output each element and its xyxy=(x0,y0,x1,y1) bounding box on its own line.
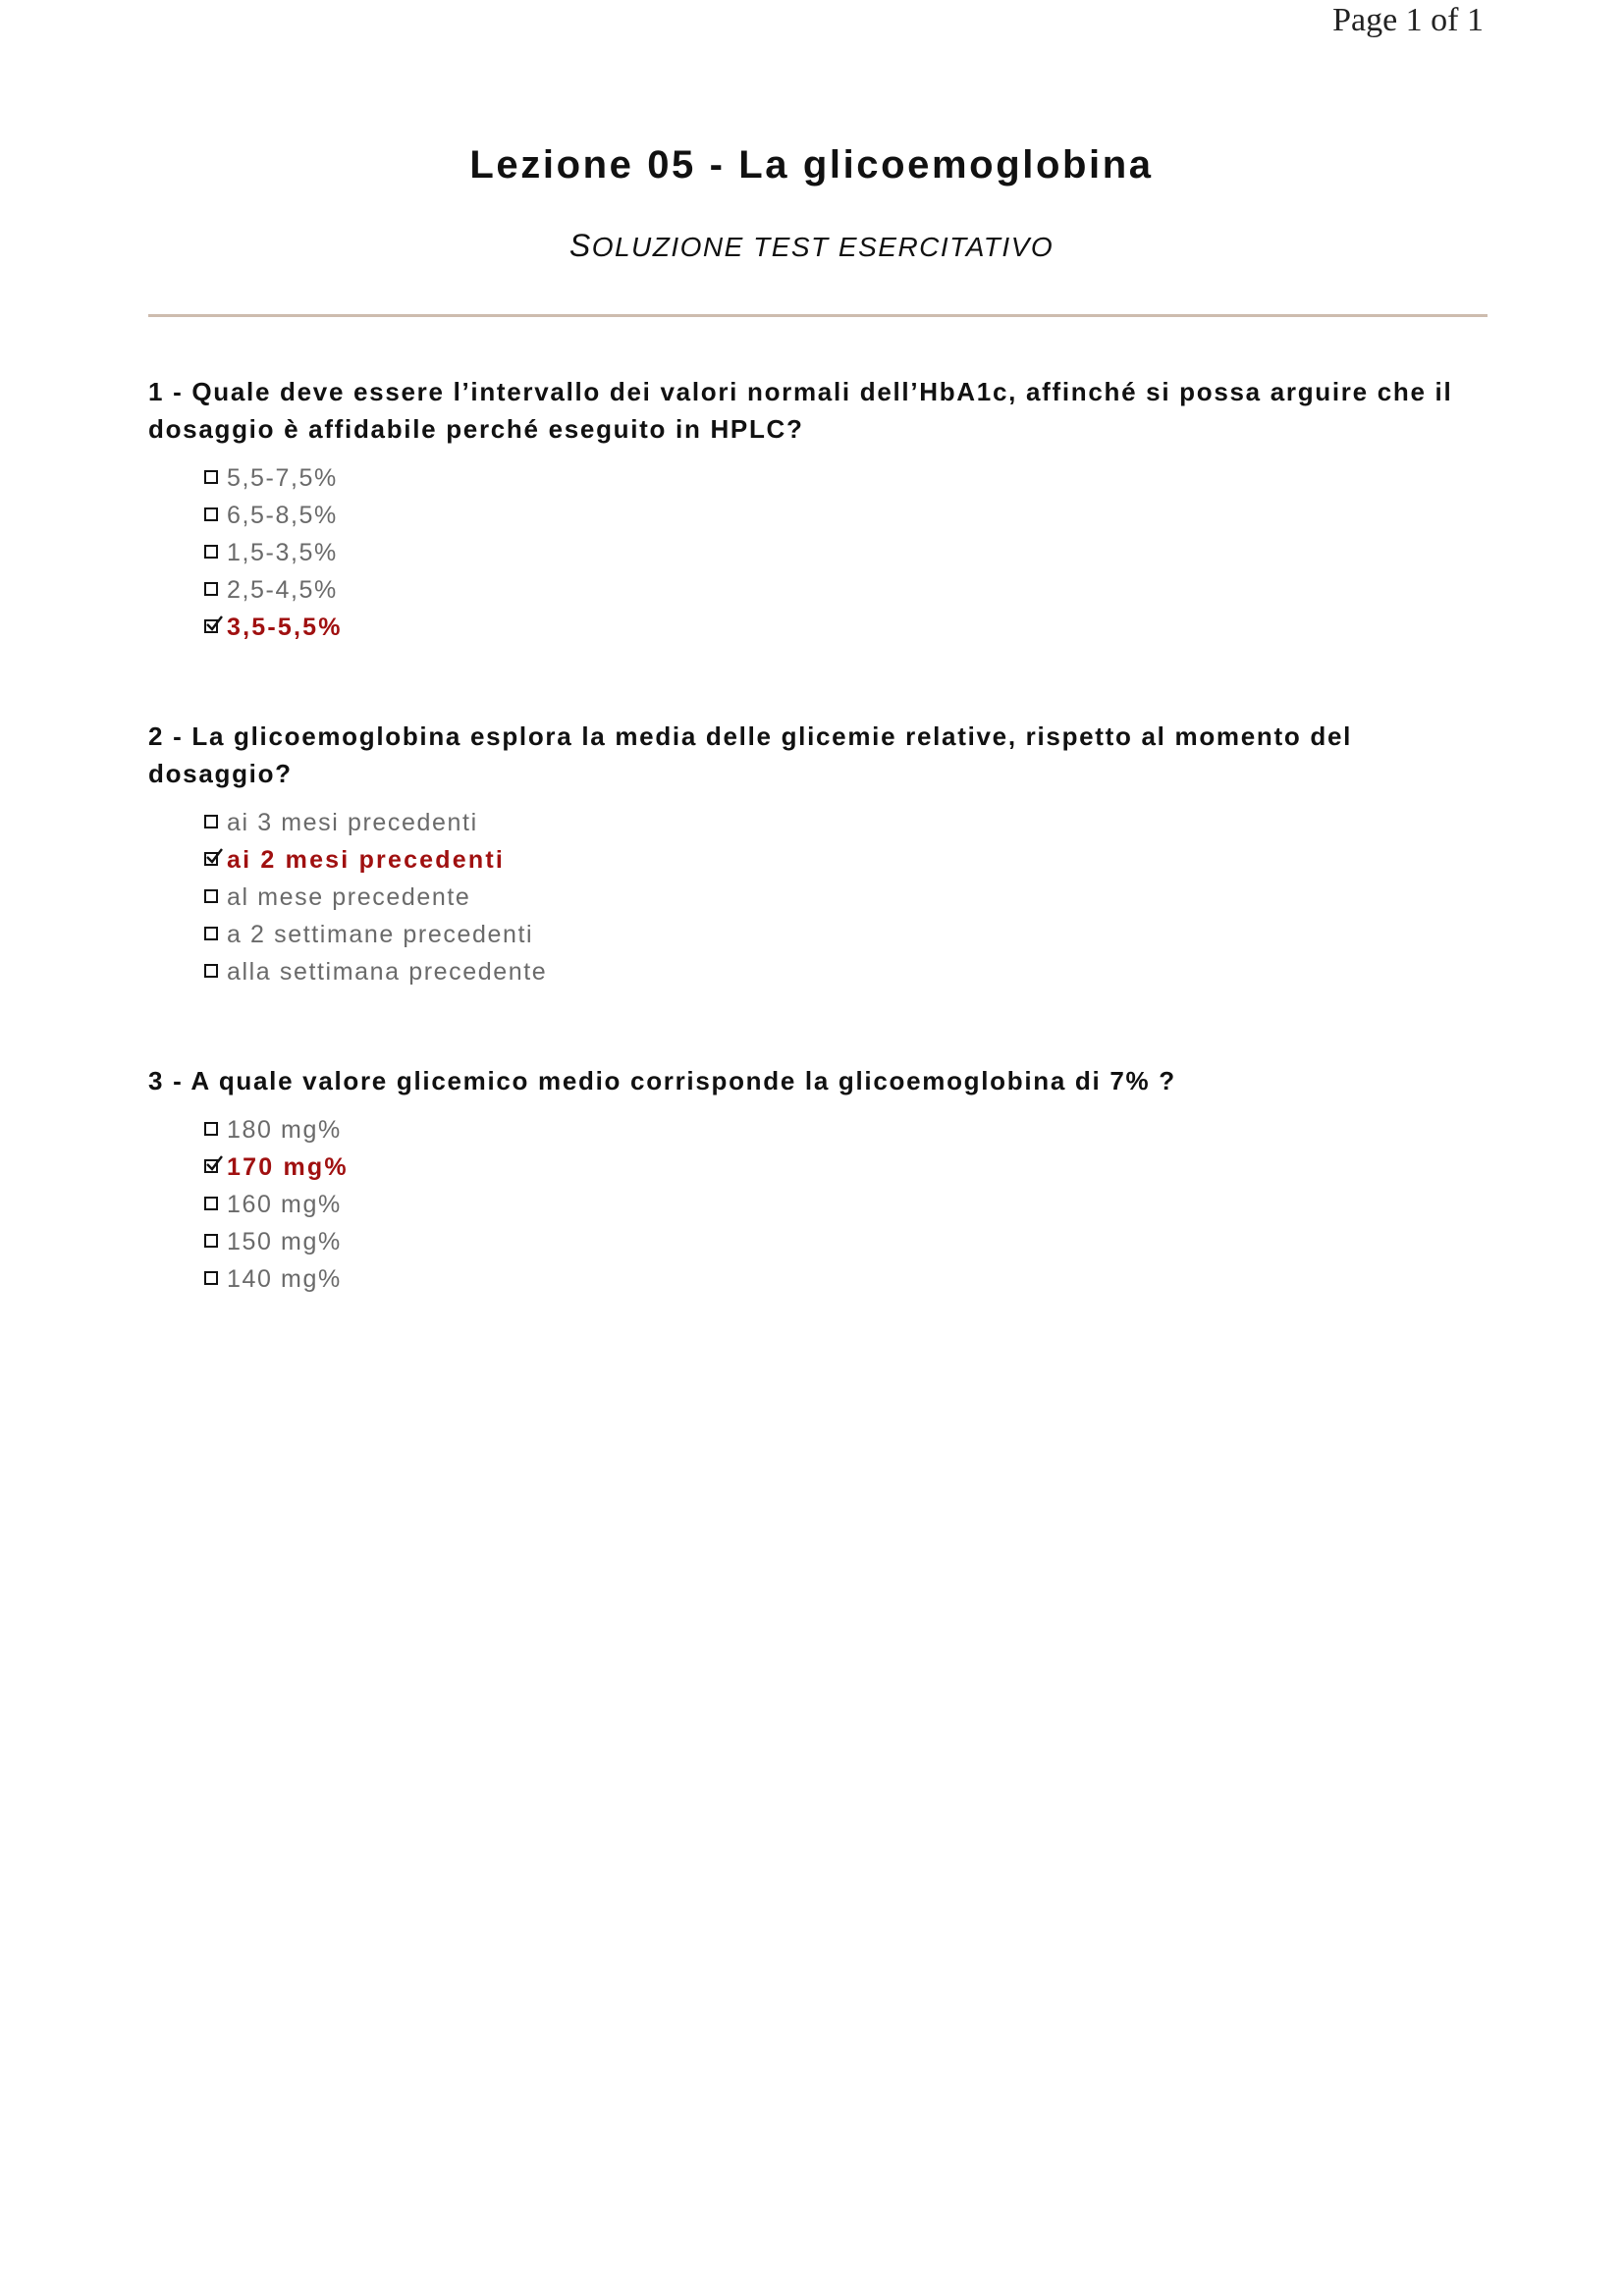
page-number: Page 1 of 1 xyxy=(1332,2,1484,38)
answer-label: 180 mg% xyxy=(227,1115,342,1144)
question-text: 3 - A quale valore glicemico medio corrisponde la glicoemoglobina di 7% ? xyxy=(148,1066,1176,1095)
subtitle-rest: OLUZIONE TEST ESERCITATIVO xyxy=(591,232,1055,262)
checkbox-icon[interactable] xyxy=(204,507,218,521)
checkbox-icon[interactable] xyxy=(204,1122,218,1136)
checkbox-icon[interactable] xyxy=(204,1197,218,1210)
page-subtitle xyxy=(0,228,1623,264)
answer-option[interactable] xyxy=(204,1223,1488,1260)
answer-option[interactable] xyxy=(204,1186,1488,1223)
checked-checkbox-icon[interactable] xyxy=(204,852,218,866)
answer-option[interactable] xyxy=(204,804,1488,841)
answer-list xyxy=(204,459,1488,646)
answer-label: a 2 settimane precedenti xyxy=(227,920,534,948)
answer-option[interactable] xyxy=(204,571,1488,609)
checkmark-icon xyxy=(205,1155,223,1173)
question-text: 1 - Quale deve essere l’intervallo dei valori normali dell’HbA1c, affinché si possa arguire che il dosaggio è affidabile perché eseguito in HPLC? xyxy=(148,377,1453,444)
answer-option-correct[interactable] xyxy=(204,1148,1488,1186)
answer-option[interactable] xyxy=(204,916,1488,953)
checkbox-icon[interactable] xyxy=(204,964,218,978)
question-text: 2 - La glicoemoglobina esplora la media delle glicemie relative, rispetto al momento del dosaggio? xyxy=(148,721,1353,788)
question-2 xyxy=(148,718,1488,990)
answer-label: al mese precedente xyxy=(227,882,471,911)
answer-option[interactable] xyxy=(204,879,1488,916)
checkbox-icon[interactable] xyxy=(204,815,218,828)
checked-checkbox-icon[interactable] xyxy=(204,1159,218,1173)
answer-label: 5,5-7,5% xyxy=(227,463,338,492)
checkmark-icon xyxy=(205,848,223,866)
answer-option[interactable] xyxy=(204,953,1488,990)
checkbox-icon[interactable] xyxy=(204,1234,218,1248)
answer-label: 2,5-4,5% xyxy=(227,575,338,604)
checkbox-icon[interactable] xyxy=(204,1271,218,1285)
answer-label: 160 mg% xyxy=(227,1190,342,1218)
answer-label: 6,5-8,5% xyxy=(227,501,338,529)
answer-label: ai 3 mesi precedenti xyxy=(227,808,478,836)
checkbox-icon[interactable] xyxy=(204,470,218,484)
header-divider xyxy=(148,314,1488,317)
answer-list xyxy=(204,1111,1488,1298)
answer-label: 1,5-3,5% xyxy=(227,538,338,566)
answer-option-correct[interactable] xyxy=(204,841,1488,879)
answer-label: 170 mg% xyxy=(227,1152,349,1181)
answer-option[interactable] xyxy=(204,1111,1488,1148)
answer-label: 3,5-5,5% xyxy=(227,613,343,641)
answer-option-correct[interactable] xyxy=(204,609,1488,646)
answer-label: alla settimana precedente xyxy=(227,957,548,986)
checked-checkbox-icon[interactable] xyxy=(204,619,218,633)
subtitle-initial: S xyxy=(568,228,592,263)
answer-option[interactable] xyxy=(204,459,1488,497)
answer-label: 140 mg% xyxy=(227,1264,342,1293)
question-3 xyxy=(148,1062,1488,1298)
answer-option[interactable] xyxy=(204,534,1488,571)
answer-option[interactable] xyxy=(204,497,1488,534)
question-1 xyxy=(148,373,1488,646)
checkbox-icon[interactable] xyxy=(204,582,218,596)
answer-label: 150 mg% xyxy=(227,1227,342,1255)
checkmark-icon xyxy=(205,615,223,633)
page-title: Lezione 05 - La glicoemoglobina xyxy=(469,143,1154,187)
checkbox-icon[interactable] xyxy=(204,545,218,559)
answer-option[interactable] xyxy=(204,1260,1488,1298)
checkbox-icon[interactable] xyxy=(204,927,218,940)
answer-label: ai 2 mesi precedenti xyxy=(227,845,506,874)
answer-list xyxy=(204,804,1488,990)
checkbox-icon[interactable] xyxy=(204,889,218,903)
